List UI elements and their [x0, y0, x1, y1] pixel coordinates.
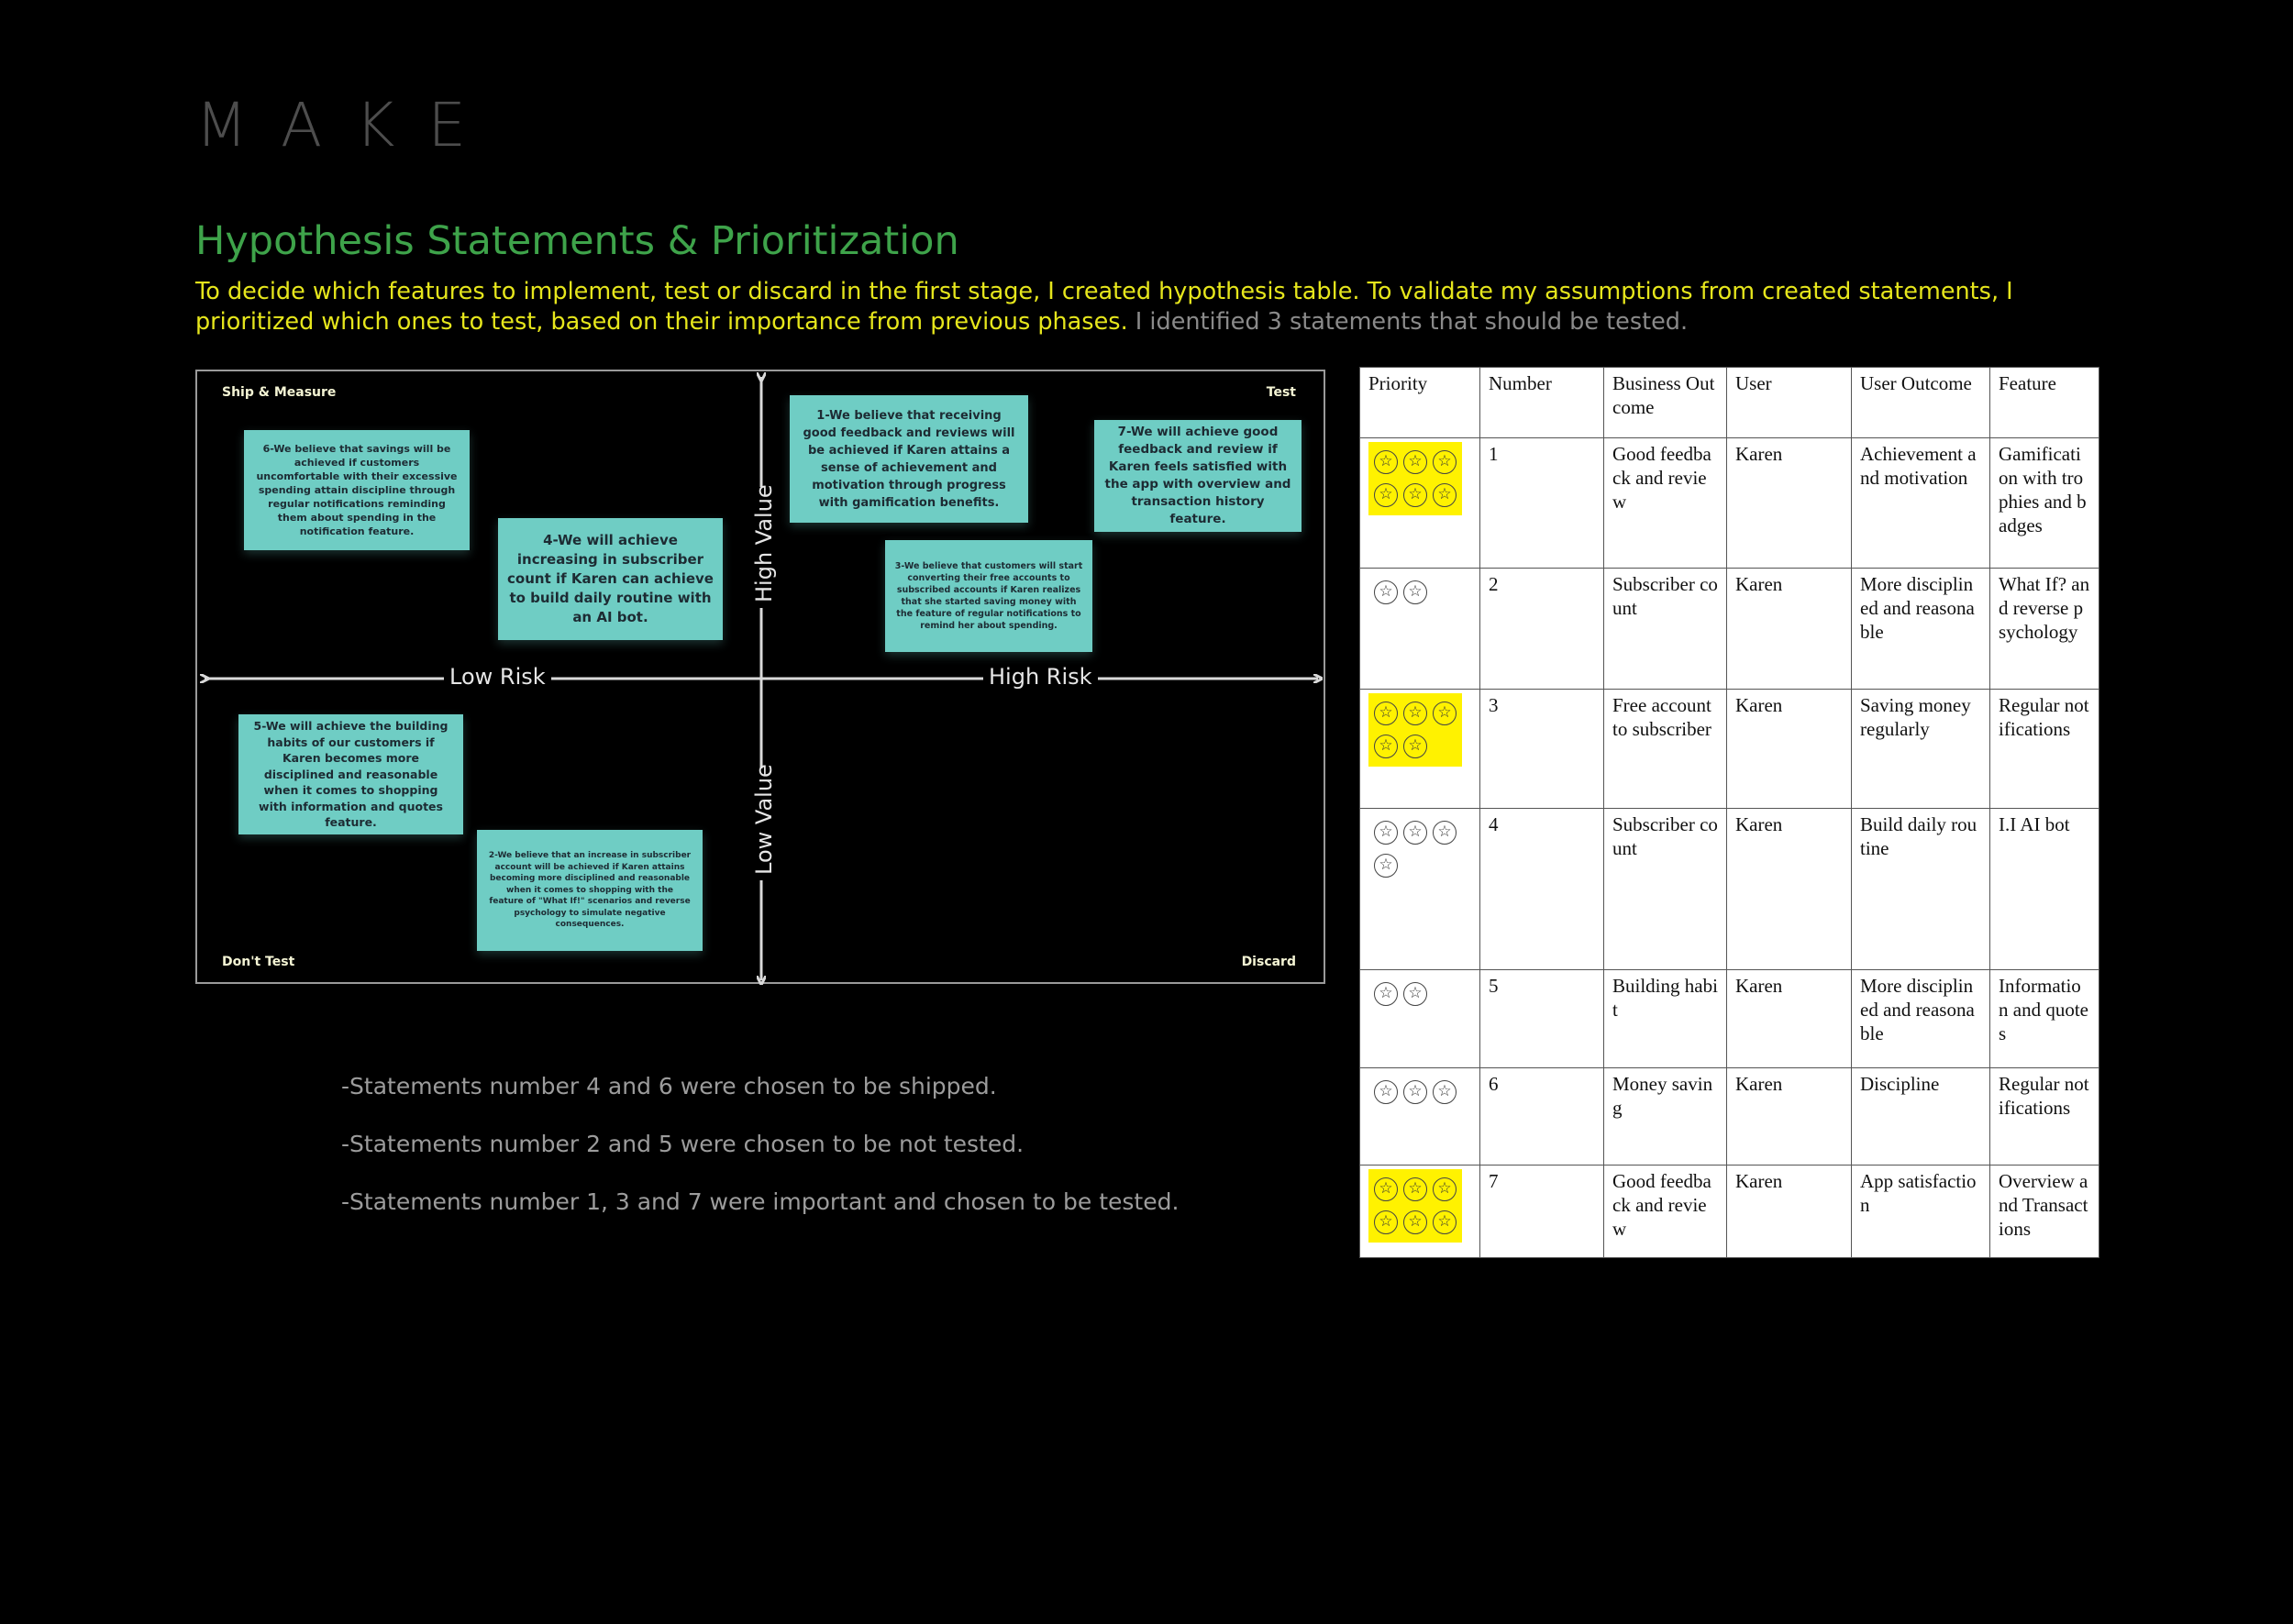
feature-cell: Gamification with trophies and badges: [1990, 438, 2099, 569]
business-outcome-cell: Free account to subscriber: [1604, 690, 1727, 809]
star-icon: [1374, 1210, 1398, 1234]
user-cell: Karen: [1727, 1068, 1852, 1166]
axis-label-low-risk: Low Risk: [444, 664, 551, 690]
table-row: [1360, 970, 2099, 1068]
header-business-outcome: Business Outcome: [1604, 368, 1727, 438]
star-icon: [1433, 1080, 1457, 1104]
star-icon: [1403, 483, 1427, 507]
star-icon: [1433, 1177, 1457, 1201]
sticky-note-5: 5-We will achieve the building habits of our customers if Karen becomes more disciplined and reasonable when it comes to shopping with information and quotes feature.: [238, 714, 463, 834]
priority-cell: [1360, 809, 1480, 970]
business-outcome-cell: Good feedback and review: [1604, 1166, 1727, 1258]
star-icon: [1374, 702, 1398, 725]
header-number: Number: [1480, 368, 1604, 438]
star-icon: [1403, 580, 1427, 604]
star-icon: [1374, 483, 1398, 507]
number-cell: 5: [1480, 970, 1604, 1068]
number-cell: 2: [1480, 569, 1604, 690]
priority-cell: [1360, 970, 1480, 1068]
user-cell: Karen: [1727, 970, 1852, 1068]
star-icon: [1374, 1177, 1398, 1201]
header-user: User: [1727, 368, 1852, 438]
user-cell: Karen: [1727, 809, 1852, 970]
priority-cell: [1360, 569, 1480, 690]
table-row: [1360, 1068, 2099, 1166]
star-icon: [1433, 1210, 1457, 1234]
user-outcome-cell: App satisfaction: [1852, 1166, 1990, 1258]
number-cell: 4: [1480, 809, 1604, 970]
header-user-outcome: User Outcome: [1852, 368, 1990, 438]
axis-label-low-value: Low Value: [751, 768, 777, 880]
sticky-note-7: 7-We will achieve good feedback and review if Karen feels satisfied with the app with overview and transaction history feature.: [1094, 420, 1302, 532]
star-icon: [1374, 580, 1398, 604]
corner-dont-test: Don't Test: [222, 955, 295, 969]
priority-stars: [1368, 1169, 1462, 1243]
user-cell: Karen: [1727, 569, 1852, 690]
page-title: Hypothesis Statements & Prioritization: [195, 218, 959, 264]
star-icon: [1403, 1080, 1427, 1104]
sticky-note-6: 6-We believe that savings will be achieved if customers uncomfortable with their excessive spending attain discipline through regular notifications reminding them about spending in the notification feature.: [244, 430, 470, 550]
star-icon: [1374, 450, 1398, 474]
star-icon: [1433, 702, 1457, 725]
axis-label-high-value: High Value: [751, 487, 777, 608]
number-cell: 3: [1480, 690, 1604, 809]
sticky-note-2: 2-We believe that an increase in subscriber account will be achieved if Karen attains becoming more disciplined and reasonable when it comes to shopping with the feature of "What If!" scenarios and reverse psychology to simulate negative consequences.: [477, 830, 703, 951]
user-cell: Karen: [1727, 438, 1852, 569]
priority-stars: [1368, 1072, 1462, 1112]
star-icon: [1433, 483, 1457, 507]
star-icon: [1403, 821, 1427, 845]
feature-cell: Regular notifications: [1990, 1068, 2099, 1166]
header-feature: Feature: [1990, 368, 2099, 438]
user-outcome-cell: Saving money regularly: [1852, 690, 1990, 809]
user-outcome-cell: Achievement and motivation: [1852, 438, 1990, 569]
star-icon: [1433, 821, 1457, 845]
sticky-note-1: 1-We believe that receiving good feedback and reviews will be achieved if Karen attains a sense of achievement and motivation through progress with gamification benefits.: [790, 395, 1028, 523]
star-icon: [1403, 702, 1427, 725]
user-outcome-cell: More disciplined and reasonable: [1852, 970, 1990, 1068]
user-outcome-cell: More disciplined and reasonable: [1852, 569, 1990, 690]
priority-cell: [1360, 1068, 1480, 1166]
number-cell: 7: [1480, 1166, 1604, 1258]
intro-highlight: To decide which features to implement, test or discard in the first stage, I created hypothesis table. To validate my assumptions from created statements, I prioritized which ones to test, based on their importance from previous phases.: [195, 278, 2013, 336]
axis-label-high-risk: High Risk: [983, 664, 1098, 690]
star-icon: [1403, 735, 1427, 758]
table-row: [1360, 690, 2099, 809]
business-outcome-cell: Subscriber count: [1604, 809, 1727, 970]
star-icon: [1403, 1177, 1427, 1201]
outcome-not-tested: -Statements number 2 and 5 were chosen to be not tested.: [341, 1131, 1025, 1157]
user-outcome-cell: Discipline: [1852, 1068, 1990, 1166]
hypothesis-table: [1359, 367, 2099, 1258]
table-row: [1360, 1166, 2099, 1258]
feature-cell: I.I AI bot: [1990, 809, 2099, 970]
feature-cell: Regular notifications: [1990, 690, 2099, 809]
risk-value-matrix: [195, 370, 1325, 984]
table-header-row: [1360, 368, 2099, 438]
outcomes-list: [341, 1073, 1179, 1246]
business-outcome-cell: Money saving: [1604, 1068, 1727, 1166]
number-cell: 6: [1480, 1068, 1604, 1166]
star-icon: [1374, 854, 1398, 878]
priority-stars: [1368, 812, 1462, 886]
star-icon: [1374, 735, 1398, 758]
corner-discard: Discard: [1241, 955, 1296, 969]
priority-cell: [1360, 690, 1480, 809]
star-icon: [1403, 1210, 1427, 1234]
corner-ship-measure: Ship & Measure: [222, 385, 337, 400]
number-cell: 1: [1480, 438, 1604, 569]
star-icon: [1374, 982, 1398, 1006]
priority-cell: [1360, 438, 1480, 569]
header-priority: Priority: [1360, 368, 1480, 438]
priority-stars: [1368, 974, 1433, 1014]
outcome-shipped: -Statements number 4 and 6 were chosen to be shipped.: [341, 1073, 997, 1099]
business-outcome-cell: Building habit: [1604, 970, 1727, 1068]
user-cell: Karen: [1727, 1166, 1852, 1258]
star-icon: [1403, 450, 1427, 474]
priority-stars: [1368, 572, 1433, 613]
business-outcome-cell: Subscriber count: [1604, 569, 1727, 690]
feature-cell: What If? and reverse psychology: [1990, 569, 2099, 690]
brand-logo: MAKE: [195, 90, 500, 160]
corner-test: Test: [1266, 385, 1296, 400]
user-cell: Karen: [1727, 690, 1852, 809]
outcome-tested: -Statements number 1, 3 and 7 were important and chosen to be tested.: [341, 1188, 1180, 1215]
priority-cell: [1360, 1166, 1480, 1258]
star-icon: [1374, 821, 1398, 845]
user-outcome-cell: Build daily routine: [1852, 809, 1990, 970]
priority-stars: [1368, 442, 1462, 515]
priority-stars: [1368, 693, 1462, 767]
feature-cell: Information and quotes: [1990, 970, 2099, 1068]
table-body: [1360, 438, 2099, 1258]
star-icon: [1403, 982, 1427, 1006]
intro-rest: I identified 3 statements that should be tested.: [1127, 308, 1689, 336]
table-row: [1360, 438, 2099, 569]
star-icon: [1433, 450, 1457, 474]
table-row: [1360, 569, 2099, 690]
sticky-note-3: 3-We believe that customers will start converting their free accounts to subscribed accounts if Karen realizes that she started saving money with the feature of regular notifications to remind her about spending.: [885, 540, 1092, 652]
intro-paragraph: [195, 277, 2103, 337]
star-icon: [1374, 1080, 1398, 1104]
table-row: [1360, 809, 2099, 970]
feature-cell: Overview and Transactions: [1990, 1166, 2099, 1258]
sticky-note-4: 4-We will achieve increasing in subscriber count if Karen can achieve to build daily routine with an AI bot.: [498, 518, 723, 640]
business-outcome-cell: Good feedback and review: [1604, 438, 1727, 569]
